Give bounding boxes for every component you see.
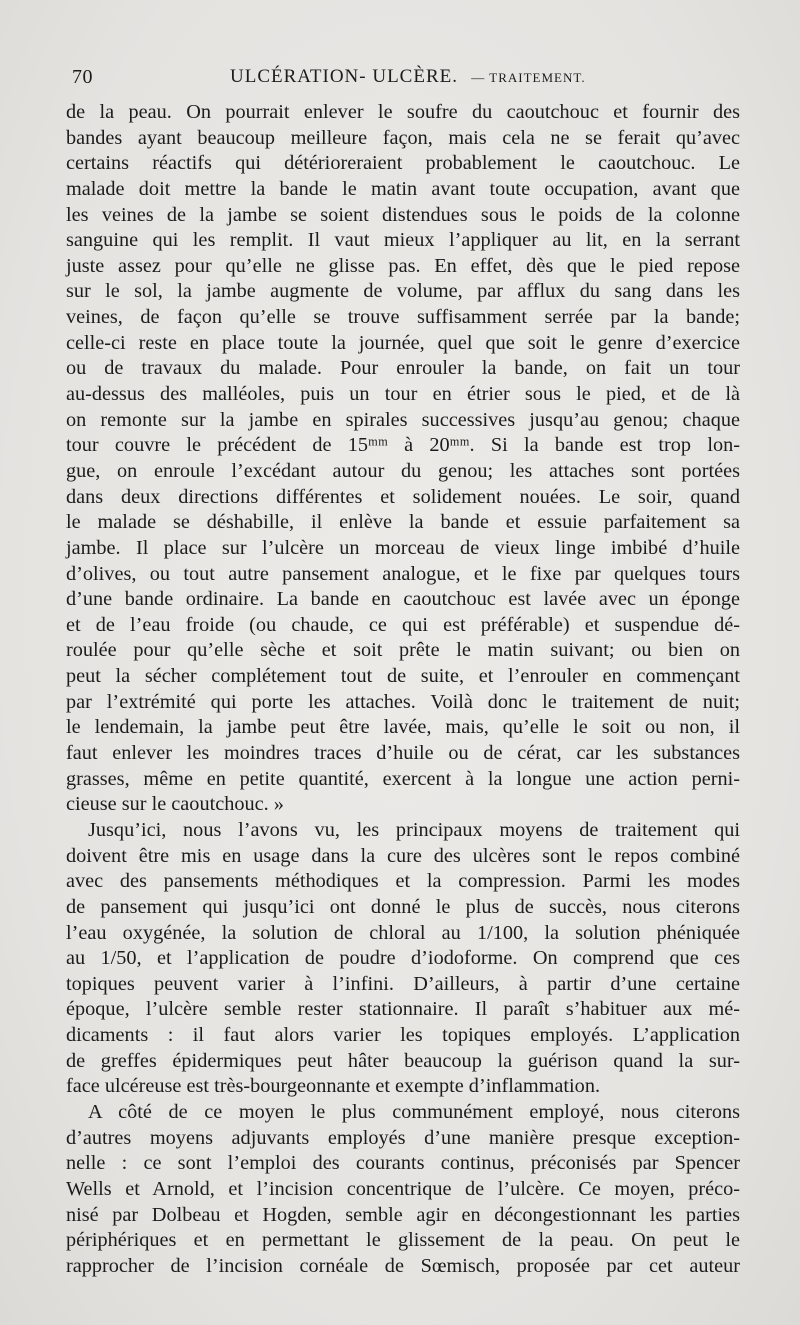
- running-head-title: ULCÉRATION- ULCÈRE.: [230, 66, 458, 87]
- text-line: les veines de la jambe se soient distendues sous le poids de la colonne: [66, 203, 740, 226]
- text-line: d’autres moyens adjuvants employés d’une manière presque exception-: [66, 1126, 740, 1149]
- text-line: tour couvre le précédent de 15ᵐᵐ à 20ᵐᵐ. Si la bande est trop lon-: [66, 434, 740, 457]
- text-line: et de l’eau froide (ou chaude, ce qui est préférable) et suspendue dé-: [66, 613, 740, 636]
- running-head-subtitle: — TRAITEMENT.: [471, 70, 586, 85]
- text-line: dicaments : il faut alors varier les topiques employés. L’application: [66, 1024, 740, 1047]
- text-line: A côté de ce moyen le plus communément employé, nous citerons: [88, 1100, 740, 1123]
- text-line: avec des pansements méthodiques et la compression. Parmi les modes: [66, 870, 740, 893]
- text-line: gue, on enroule l’excédant autour du genou; les attaches sont portées: [66, 459, 740, 482]
- text-line: jambe. Il place sur l’ulcère un morceau de vieux linge imbibé d’huile: [66, 536, 740, 559]
- text-line: sur le sol, la jambe augmente de volume, par afflux du sang dans les: [66, 280, 740, 303]
- text-line: doivent être mis en usage dans la cure des ulcères sont le repos combiné: [66, 844, 740, 867]
- text-line: l’eau oxygénée, la solution de chloral au 1/100, la solution phéniquée: [66, 921, 740, 944]
- page-number: 70: [72, 66, 93, 88]
- text-line: nisé par Dolbeau et Hogden, semble agir en décongestionnant les parties: [66, 1203, 740, 1226]
- text-line: de pansement qui jusqu’ici ont donné le plus de succès, nous citerons: [66, 895, 740, 918]
- text-line: certains réactifs qui détérioreraient probablement le caoutchouc. Le: [66, 152, 740, 175]
- text-line: au 1/50, et l’application de poudre d’iodoforme. On comprend que ces: [66, 947, 740, 970]
- text-line: d’olives, ou tout autre pansement analogue, et le fixe par quelques tours: [66, 562, 740, 585]
- text-line: par l’extrémité qui porte les attaches. Voilà donc le traitement de nuit;: [66, 690, 740, 713]
- text-line: bandes ayant beaucoup meilleure façon, mais cela ne se ferait qu’avec: [66, 126, 740, 149]
- page-header: [72, 66, 742, 96]
- text-line: Jusqu’ici, nous l’avons vu, les principaux moyens de traitement qui: [88, 818, 740, 841]
- text-line: juste assez pour qu’elle ne glisse pas. En effet, dès que le pied repose: [66, 254, 740, 277]
- text-line: le lendemain, la jambe peut être lavée, mais, qu’elle le soit ou non, il: [66, 716, 740, 739]
- running-head: [230, 66, 586, 88]
- text-line: face ulcéreuse est très-bourgeonnante et exempte d’inflammation.: [66, 1075, 601, 1098]
- text-line: peut la sécher complétement tout de suite, et l’enrouler en commençant: [66, 665, 740, 688]
- body-text: [66, 100, 740, 1279]
- text-line: veines, de façon qu’elle se trouve suffisamment serrée par la bande;: [66, 306, 740, 329]
- text-line: de greffes épidermiques peut hâter beaucoup la guérison quand la sur-: [66, 1049, 740, 1072]
- text-line: grasses, même en petite quantité, exercent à la longue une action perni-: [66, 767, 740, 790]
- text-line: on remonte sur la jambe en spirales successives jusqu’au genou; chaque: [66, 408, 740, 431]
- text-line: sanguine qui les remplit. Il vaut mieux l’appliquer au lit, en la serrant: [66, 229, 740, 252]
- text-line: rapprocher de l’incision cornéale de Sœmisch, proposée par cet auteur: [66, 1254, 740, 1277]
- text-line: dans deux directions différentes et solidement nouées. Le soir, quand: [66, 485, 740, 508]
- text-line: malade doit mettre la bande le matin avant toute occupation, avant que: [66, 177, 740, 200]
- text-line: topiques peuvent varier à l’infini. D’ailleurs, à partir d’une certaine: [66, 972, 740, 995]
- text-line: nelle : ce sont l’emploi des courants continus, préconisés par Spencer: [66, 1152, 740, 1175]
- text-line: ou de travaux du malade. Pour enrouler la bande, on fait un tour: [66, 357, 740, 380]
- text-line: roulée pour qu’elle sèche et soit prête le matin suivant; ou bien on: [66, 639, 740, 662]
- text-line: le malade se déshabille, il enlève la bande et essuie parfaitement sa: [66, 511, 740, 534]
- text-line: Wells et Arnold, et l’incision concentrique de l’ulcère. Ce moyen, préco-: [66, 1177, 740, 1200]
- text-line: d’une bande ordinaire. La bande en caoutchouc est lavée avec un éponge: [66, 588, 740, 611]
- text-line: au-dessus des malléoles, puis un tour en étrier sous le pied, et de là: [66, 383, 740, 406]
- text-line: de la peau. On pourrait enlever le soufre du caoutchouc et fournir des: [66, 101, 740, 123]
- text-line: périphériques et en permettant le glissement de la peau. On peut le: [66, 1229, 740, 1252]
- text-line: époque, l’ulcère semble rester stationnaire. Il paraît s’habituer aux mé-: [66, 998, 740, 1021]
- text-line: faut enlever les moindres traces d’huile ou de cérat, car les substances: [66, 742, 740, 765]
- text-line: celle-ci reste en place toute la journée, quel que soit le genre d’exercice: [66, 331, 740, 354]
- text-line: cieuse sur le caoutchouc. »: [66, 793, 284, 816]
